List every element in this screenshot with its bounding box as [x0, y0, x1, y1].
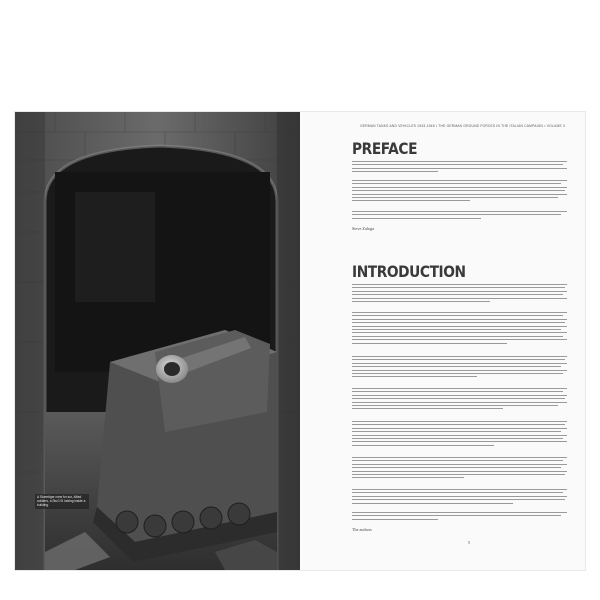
- preface-paragraph: [352, 211, 567, 221]
- book-spread: [15, 112, 585, 570]
- photo-page: [15, 112, 300, 570]
- text-page: [320, 112, 585, 570]
- intro-paragraph: [352, 284, 567, 304]
- intro-paragraph: [352, 512, 567, 522]
- intro-paragraph: [352, 489, 567, 506]
- intro-paragraph: [352, 457, 567, 481]
- preface-heading: PREFACE: [352, 139, 418, 158]
- intro-paragraph: [352, 421, 567, 448]
- intro-paragraph: [352, 312, 567, 346]
- introduction-heading: INTRODUCTION: [352, 262, 466, 281]
- preface-signature: Steve Zaloga: [352, 226, 374, 231]
- intro-paragraph: [352, 356, 567, 380]
- page-number: 5: [468, 540, 470, 545]
- preface-paragraph: [352, 180, 567, 204]
- closing-signature: The authors: [352, 527, 372, 532]
- intro-paragraph: [352, 388, 567, 412]
- preface-paragraph: [352, 161, 567, 175]
- running-head: GERMAN TANKS AND VEHICLES 1943-1945 • THE GERMAN GROUND FORCES IN THE ITALIAN CAMPAIGN • VOLUME 3: [360, 124, 565, 128]
- photo-caption: A Sturmtiger crew for sur, Allied soldiers, a StuG III lurking inside a building.: [35, 494, 89, 509]
